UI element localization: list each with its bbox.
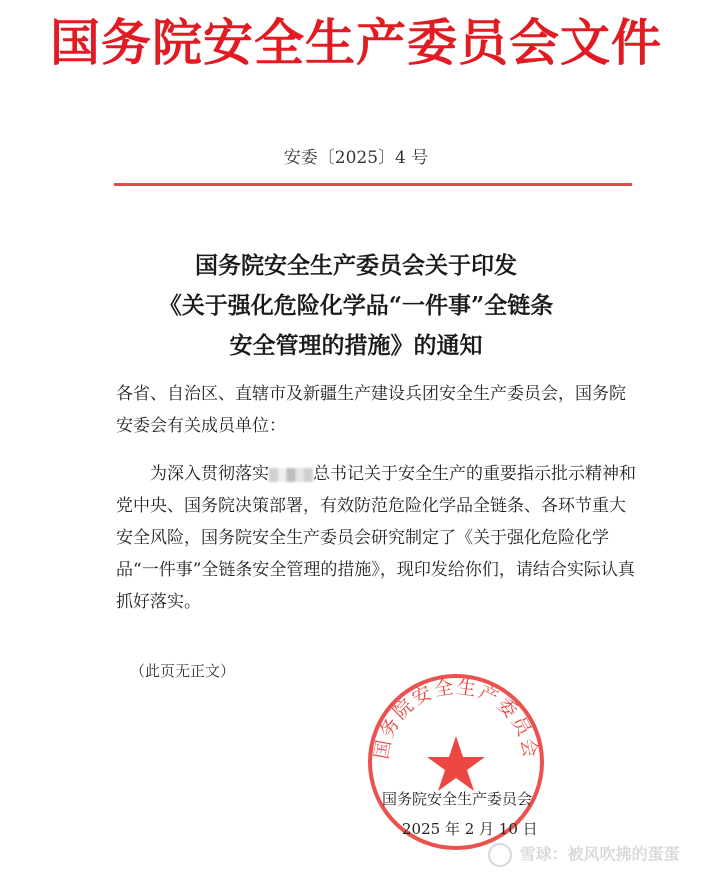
body-paragraph — [116, 458, 636, 618]
watermark-text: 雪球：被风吹拂的蛋蛋 — [519, 844, 680, 864]
notice-title-line-1: 国务院安全生产委员会关于印发 — [195, 252, 517, 279]
red-divider-line — [114, 183, 632, 186]
addressee: 各省、自治区、直辖市及新疆生产建设兵团安全生产委员会，国务院安委会有关成员单位： — [116, 384, 626, 436]
seal-text: 国务院安全生产委员会 — [370, 676, 542, 761]
notice-title-line-2: 《关于强化危险化学品“一件事”全链条 — [158, 292, 554, 319]
signature-org: 国务院安全生产委员会 — [382, 790, 533, 808]
watermark — [488, 843, 680, 867]
notice-title — [100, 246, 612, 366]
snowball-logo-icon — [488, 843, 512, 867]
document-header-title: 国务院安全生产委员会文件 — [50, 14, 662, 72]
document-number: 安委〔2025〕4 号 — [283, 148, 429, 168]
notice-title-line-3: 安全管理的措施》的通知 — [229, 332, 483, 359]
paragraph-rest: 总书记关于安全生产的重要指示批示精神和党中央、国务院决策部署，有效防范危险化学品全链条、各环节重大安全风险，国务院安全生产委员会研究制定了《关于强化危险化学品“一件事”全链条安全管理的措施》，现印发给你们，请结合实际认真抓好落实。 — [116, 464, 636, 612]
redacted-blur — [269, 468, 313, 482]
paragraph-start: 为深入贯彻落实 — [150, 464, 269, 484]
star-icon — [427, 736, 485, 791]
no-text-note: （此页无正文） — [130, 662, 236, 680]
signature-date: 2025 年 2 月 10 日 — [402, 820, 538, 838]
